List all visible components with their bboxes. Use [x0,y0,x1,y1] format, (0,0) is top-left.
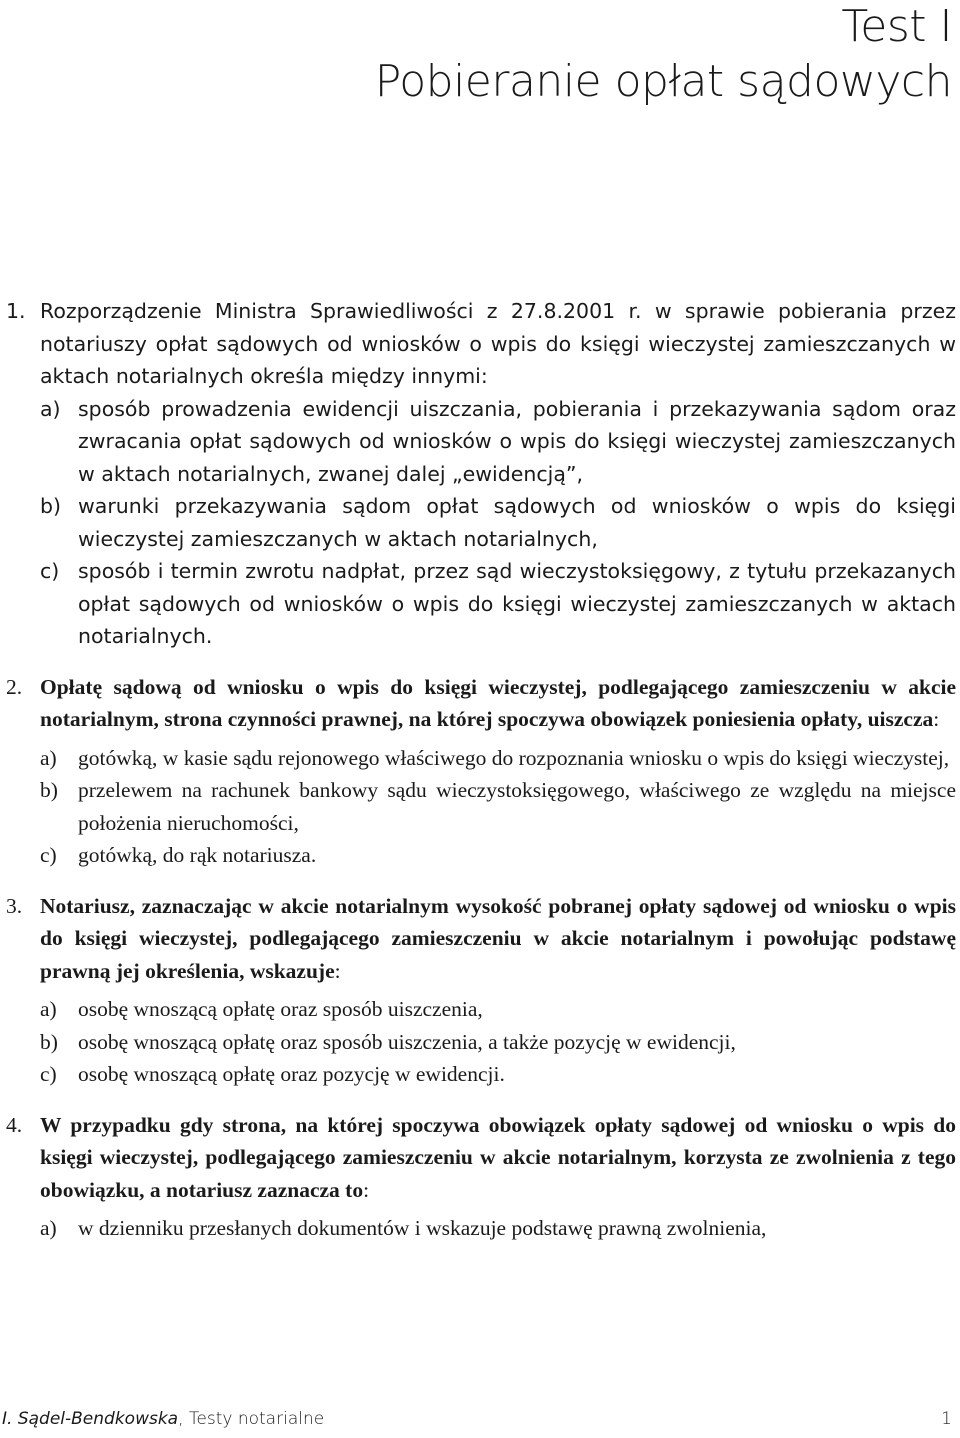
question-number: 3. [6,893,23,918]
answer-option-b[interactable] [40,774,956,839]
option-label: a) [40,997,57,1021]
question-2 [4,671,956,872]
test-subtitle: Pobieranie opłat sądowych [374,56,952,107]
option-label: b) [40,778,58,802]
question-stem-text: Notariusz, zaznaczając w akcie notarialnym wysokość pobranej opłaty sądowej od wniosku o wpis do księgi wieczystej, podlegającego zamieszczeniu w akcie notarialnym i powołując podstawę prawną jej określenia, wskazuje [40,893,956,983]
option-text: gotówką, w kasie sądu rejonowego właściwego do rozpoznania wniosku o wpis do księgi wieczystej, [78,745,950,770]
question-stem [40,890,956,988]
answer-option-a[interactable] [40,1212,956,1245]
page-number: 1 [941,1409,952,1429]
answer-option-a[interactable] [40,742,956,775]
author-name: I. Sądel-Bendkowska [2,1409,179,1429]
question-number: 4. [6,1112,23,1137]
option-text: gotówką, do rąk notariusza. [78,843,317,867]
answer-option-c[interactable] [40,1058,956,1091]
option-text: osobę wnoszącą opłatę oraz sposób uiszczenia, a także pozycję w ewidencji, [78,1029,736,1054]
option-label: a) [40,745,57,770]
answer-option-c[interactable] [40,555,956,653]
question-stem-colon: : [363,1177,370,1202]
question-stem-text: W przypadku gdy strona, na której spoczywa obowiązek opłaty sądowej od wniosku o wpis do księgi wieczystej, podlegającego zamieszczeniu w akcie notarialnym, korzysta ze zwolnienia z tego obowiązku, a notariusz zaznacza to [40,1112,956,1202]
option-label: a) [40,1216,57,1240]
question-stem-colon: : [933,707,940,731]
option-label: b) [40,1029,58,1054]
answer-option-b[interactable] [40,1026,956,1059]
answer-option-c[interactable] [40,839,956,872]
test-title: Test I [841,1,952,52]
page-header [252,0,952,109]
question-4 [4,1109,956,1245]
page-footer [0,1409,960,1433]
option-text: przelewem na rachunek bankowy sądu wieczystoksięgowego, właściwego ze względu na miejsce położenia nieruchomości, [78,778,956,835]
option-label: a) [40,396,61,421]
answer-option-a[interactable] [40,393,956,491]
answer-options [40,393,956,653]
question-number: 1. [6,299,26,323]
question-stem: Rozporządzenie Ministra Sprawiedliwości z 27.8.2001 r. w sprawie pobierania przez notariuszy opłat sądowych od wniosków o wpis do księgi wieczystej zamieszczanych w aktach notarialnych określa między innymi: [40,299,956,388]
footer-author [2,1409,324,1429]
answer-option-b[interactable] [40,490,956,555]
question-3 [4,890,956,1091]
answer-options [40,742,956,872]
answer-options [40,993,956,1091]
question-stem [40,1109,956,1207]
option-text: warunki przekazywania sądom opłat sądowych od wniosków o wpis do księgi wieczystej zamieszczanych w aktach notarialnych, [78,494,956,551]
question-stem-text: Opłatę sądową od wniosku o wpis do księgi wieczystej, podlegającego zamieszczeniu w akcie notarialnym, strona czynności prawnej, na której spoczywa obowiązek poniesienia opłaty, uiszcza [40,674,956,731]
question-1 [4,295,956,653]
option-text: w dzienniku przesłanych dokumentów i wskazuje podstawę prawną zwolnienia, [78,1216,767,1240]
book-title: , Testy notarialne [178,1409,325,1429]
option-text: sposób i termin zwrotu nadpłat, przez sąd wieczystoksięgowy, z tytułu przekazanych opłat sądowych od wniosków o wpis do księgi wieczystej zamieszczanych w aktach notarialnych. [78,559,956,648]
option-text: sposób prowadzenia ewidencji uiszczania, pobierania i przekazywania sądom oraz zwracania opłat sądowych od wniosków o wpis do księgi wieczystej zamieszczanych w aktach notarialnych, zwanej dalej „ewidencją”, [78,396,956,486]
option-text: osobę wnoszącą opłatę oraz pozycję w ewidencji. [78,1062,505,1086]
answer-option-a[interactable] [40,993,956,1026]
question-stem-colon: : [334,958,341,983]
option-label: c) [40,1062,57,1086]
question-stem [40,671,956,736]
question-number: 2. [6,674,23,699]
question-list [4,295,956,1245]
answer-options [40,1212,956,1245]
option-label: c) [40,843,57,867]
option-text: osobę wnoszącą opłatę oraz sposób uiszczenia, [78,997,483,1021]
option-label: c) [40,559,60,583]
option-label: b) [40,494,62,518]
